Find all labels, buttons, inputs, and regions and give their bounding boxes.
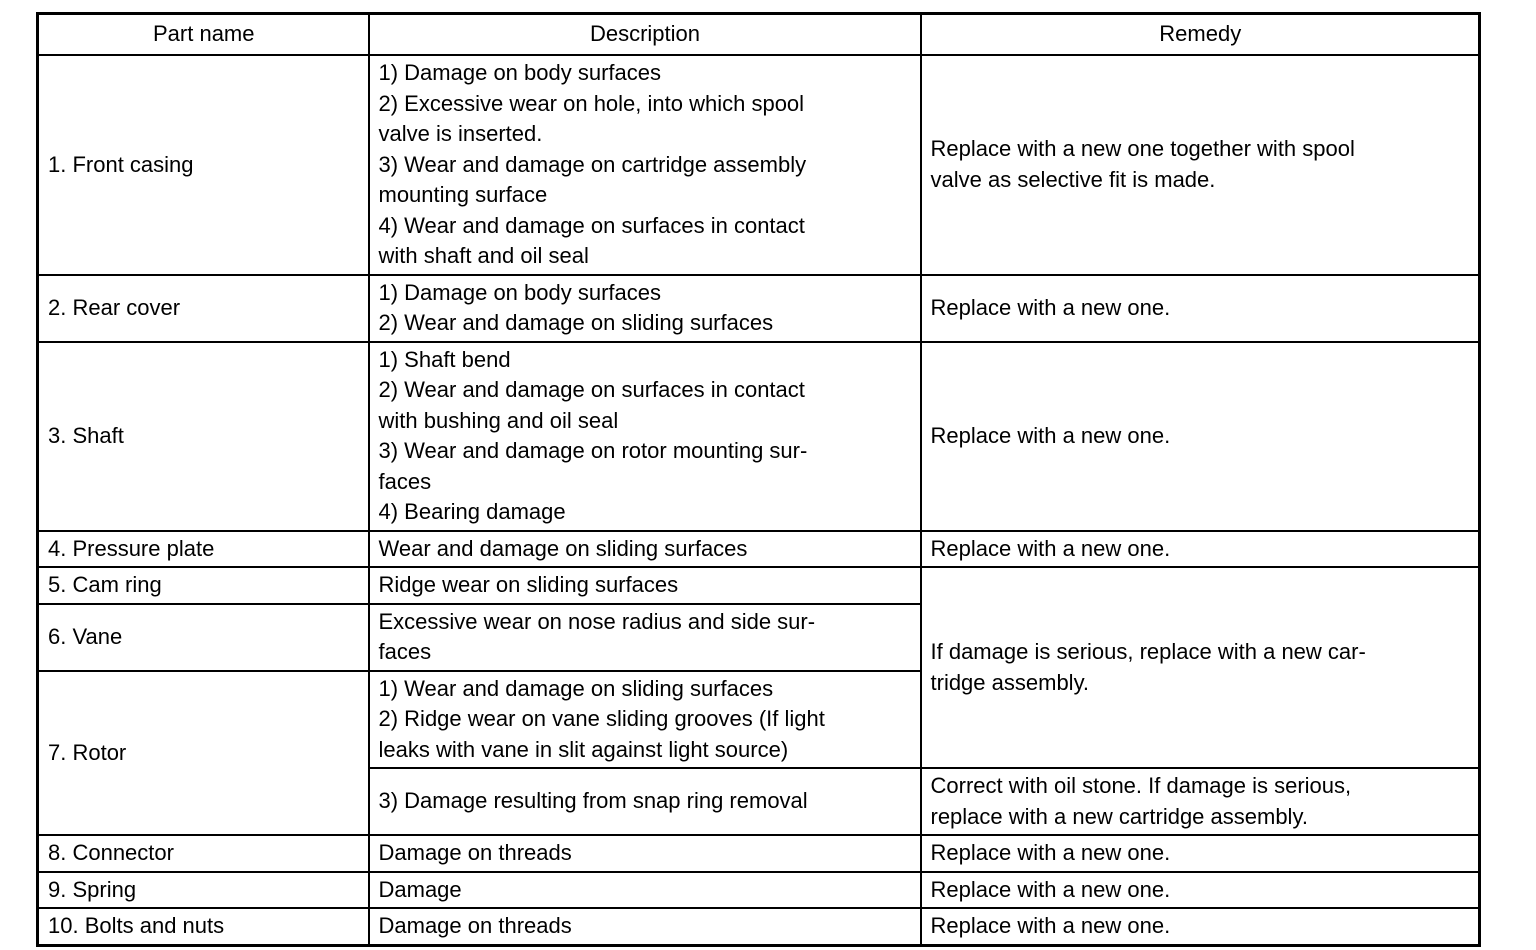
table-row bbox=[38, 567, 1480, 604]
description-line: 2) Wear and damage on surfaces in contact bbox=[378, 377, 805, 402]
description-line: 2) Wear and damage on sliding surfaces bbox=[378, 310, 774, 335]
description-cell bbox=[369, 604, 921, 671]
description-line: 4) Wear and damage on surfaces in contact bbox=[378, 212, 805, 238]
remedy-line: If damage is serious, replace with a new car- bbox=[930, 639, 1366, 664]
header-description: Description bbox=[369, 14, 921, 56]
description-line: 1) Shaft bend bbox=[378, 346, 511, 372]
table-row bbox=[38, 275, 1480, 342]
part-name-cell: 6. Vane bbox=[38, 604, 369, 671]
description-line: mounting surface bbox=[378, 182, 548, 207]
remedy-line: replace with a new cartridge assembly. bbox=[930, 803, 1308, 829]
description-line: 1) Wear and damage on sliding surfaces bbox=[378, 675, 774, 701]
part-name-cell: 7. Rotor bbox=[38, 671, 369, 836]
description-line: 3) Wear and damage on rotor mounting sur- bbox=[378, 438, 808, 463]
remedy-cell: Replace with a new one. bbox=[921, 531, 1480, 568]
part-name-cell: 5. Cam ring bbox=[38, 567, 369, 604]
remedy-cell: Replace with a new one. bbox=[921, 342, 1480, 531]
part-name-cell: 4. Pressure plate bbox=[38, 531, 369, 568]
part-name-cell: 10. Bolts and nuts bbox=[38, 908, 369, 945]
description-line: leaks with vane in slit against light source) bbox=[378, 736, 789, 762]
remedy-cell: Replace with a new one. bbox=[921, 872, 1480, 909]
remedy-cell: Replace with a new one. bbox=[921, 275, 1480, 342]
description-cell bbox=[369, 342, 921, 531]
table-row bbox=[38, 835, 1480, 872]
part-name-cell: 9. Spring bbox=[38, 872, 369, 909]
part-name-cell: 8. Connector bbox=[38, 835, 369, 872]
description-line: faces bbox=[378, 468, 432, 494]
remedy-line: valve as selective fit is made. bbox=[930, 166, 1216, 192]
header-remedy: Remedy bbox=[921, 14, 1480, 56]
description-cell: Wear and damage on sliding surfaces bbox=[369, 531, 921, 568]
description-cell bbox=[369, 275, 921, 342]
description-cell bbox=[369, 55, 921, 275]
inspection-table bbox=[36, 12, 1481, 947]
remedy-cell bbox=[921, 55, 1480, 275]
description-line: 4) Bearing damage bbox=[378, 499, 566, 524]
description-cell: Ridge wear on sliding surfaces bbox=[369, 567, 921, 604]
remedy-line: tridge assembly. bbox=[930, 669, 1090, 695]
description-line: 1) Damage on body surfaces bbox=[378, 60, 661, 85]
remedy-cell bbox=[921, 768, 1480, 835]
description-line: valve is inserted. bbox=[378, 121, 543, 146]
table-row bbox=[38, 531, 1480, 568]
description-cell: 3) Damage resulting from snap ring removal bbox=[369, 768, 921, 835]
description-line: 3) Wear and damage on cartridge assembly bbox=[378, 151, 807, 177]
remedy-cell: Replace with a new one. bbox=[921, 908, 1480, 945]
remedy-line: Replace with a new one together with spool bbox=[930, 136, 1355, 162]
part-name-cell: 3. Shaft bbox=[38, 342, 369, 531]
table-row bbox=[38, 872, 1480, 909]
description-line: 1) Damage on body surfaces bbox=[378, 279, 661, 305]
description-cell bbox=[369, 671, 921, 769]
remedy-cell-cartridge bbox=[921, 567, 1480, 768]
description-cell: Damage on threads bbox=[369, 908, 921, 945]
table-row bbox=[38, 55, 1480, 275]
part-name-cell: 2. Rear cover bbox=[38, 275, 369, 342]
table-row bbox=[38, 342, 1480, 531]
header-row bbox=[38, 14, 1480, 56]
header-part-name: Part name bbox=[38, 14, 369, 56]
description-line: with shaft and oil seal bbox=[378, 243, 589, 268]
table-row bbox=[38, 908, 1480, 945]
inspection-table-wrapper bbox=[36, 12, 1478, 947]
part-name-cell: 1. Front casing bbox=[38, 55, 369, 275]
description-line: 2) Ridge wear on vane sliding grooves (If light bbox=[378, 706, 825, 731]
description-cell: Damage bbox=[369, 872, 921, 909]
description-line: 2) Excessive wear on hole, into which spool bbox=[378, 90, 805, 116]
description-line: with bushing and oil seal bbox=[378, 407, 619, 433]
description-cell: Damage on threads bbox=[369, 835, 921, 872]
remedy-line: Correct with oil stone. If damage is serious, bbox=[930, 773, 1352, 798]
description-line: faces bbox=[378, 639, 432, 664]
description-line: Excessive wear on nose radius and side sur- bbox=[378, 608, 816, 634]
remedy-cell: Replace with a new one. bbox=[921, 835, 1480, 872]
